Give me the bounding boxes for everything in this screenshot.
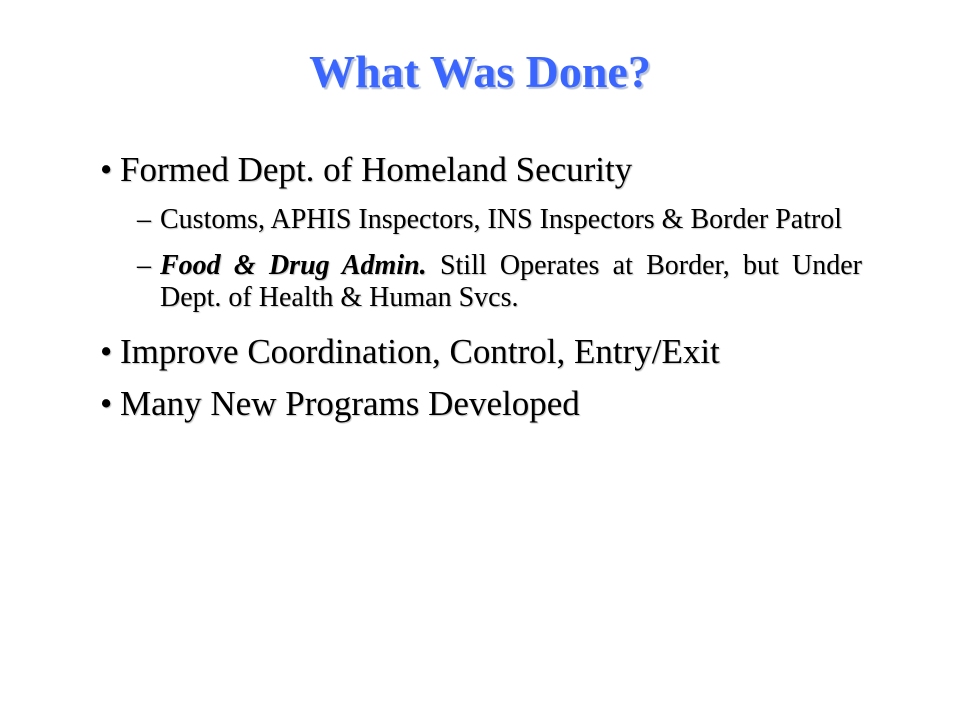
- slide-title: What Was Done?: [309, 46, 651, 97]
- bullet-item: [100, 384, 880, 424]
- sub-item: [137, 204, 862, 236]
- spacer: [100, 372, 880, 384]
- bullet-item: [100, 150, 880, 190]
- bullet-icon: •: [100, 150, 113, 189]
- bullet-text: Many New Programs Developed: [120, 384, 580, 423]
- bullet-list: [100, 150, 880, 424]
- bullet-icon: •: [100, 332, 113, 371]
- sub-item: [137, 250, 862, 314]
- sub-item-emphasis: Food & Drug Admin.: [160, 250, 427, 281]
- dash-icon: –: [137, 204, 151, 235]
- bullet-item: [100, 332, 880, 372]
- dash-icon: –: [137, 250, 151, 281]
- sub-item-text: Still Operates at Border, but Under Dept. of Health & Human Svcs.: [160, 250, 862, 313]
- bullet-text: Improve Coordination, Control, Entry/Exit: [120, 332, 720, 371]
- sub-item-text: Customs, APHIS Inspectors, INS Inspectors & Border Patrol: [160, 204, 843, 235]
- bullet-text: Formed Dept. of Homeland Security: [120, 150, 633, 189]
- bullet-icon: •: [100, 384, 113, 423]
- sub-list: [100, 204, 880, 314]
